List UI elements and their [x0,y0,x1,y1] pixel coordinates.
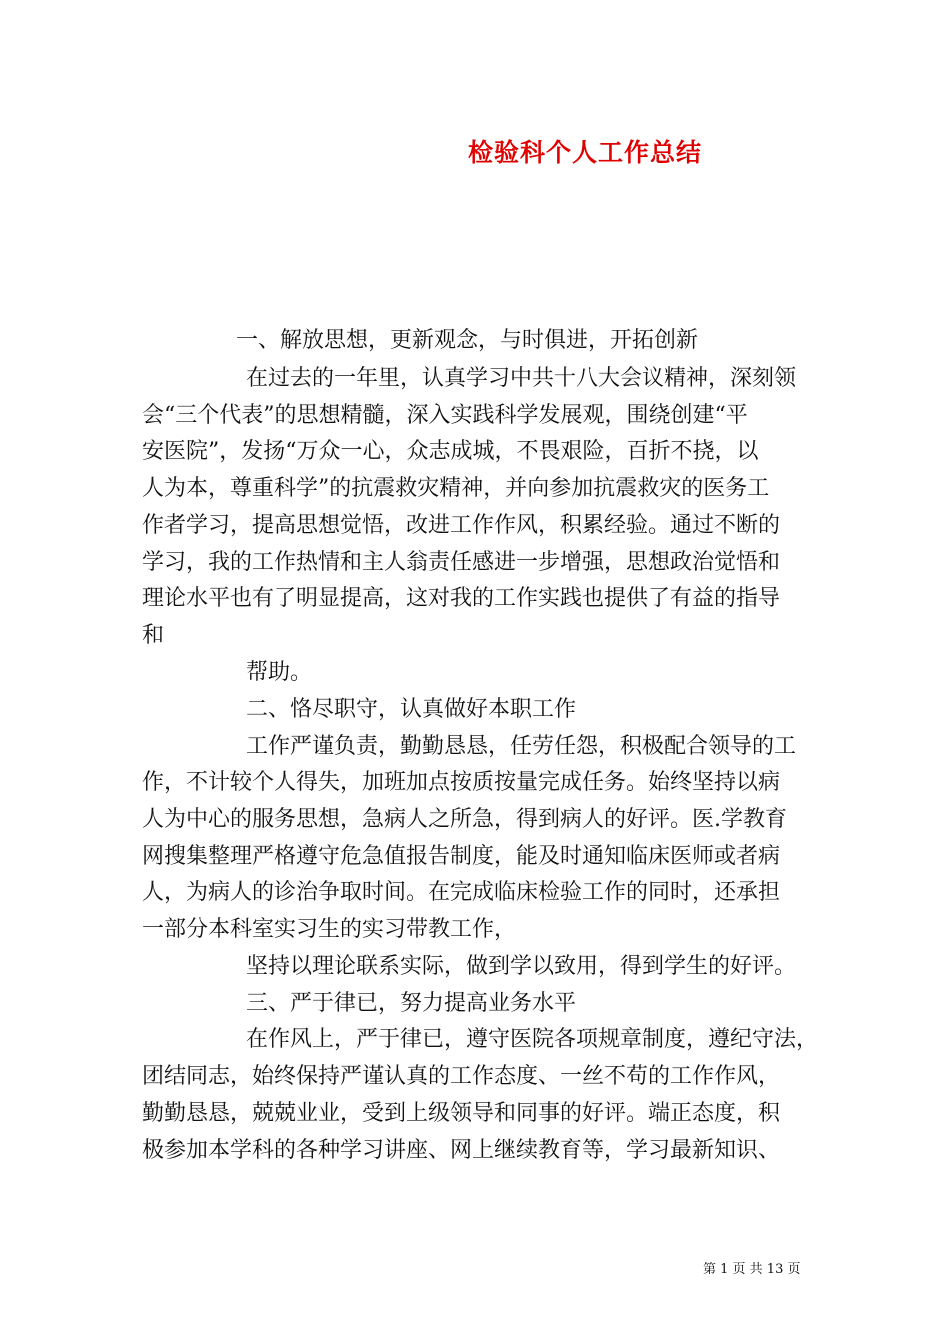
text-line: 和 [142,623,165,648]
heading-line: 一、解放思想，更新观念，与时俱进，开拓创新 [236,328,699,353]
text-line: 在作风上，严于律已，遵守医院各项规章制度，遵纪守法， [246,1027,819,1052]
text-line: 极参加本学科的各种学习讲座、网上继续教育等，学习最新知识、 [142,1138,781,1163]
text-line: 团结同志，始终保持严谨认真的工作态度、一丝不苟的工作作风， [142,1064,781,1089]
text-line: 坚持以理论联系实际，做到学以致用，得到学生的好评。 [246,954,797,979]
text-line: 人为本，尊重科学”的抗震救灾精神，并向参加抗震救灾的医务工 [142,476,770,501]
text-line: 工作严谨负责，勤勤恳恳，任劳任怨，积极配合领导的工 [246,734,797,759]
text-line: 在过去的一年里，认真学习中共十八大会议精神，深刻领 [246,366,797,391]
text-line: 网搜集整理严格遵守危急值报告制度，能及时通知临床医师或者病 [142,844,781,869]
text-line: 勤勤恳恳，兢兢业业，受到上级领导和同事的好评。端正态度，积 [142,1101,781,1126]
text-line: 安医院”，发扬“万众一心，众志成城，不畏艰险，百折不挠，以 [142,439,759,464]
page-number-footer: 第 1 页 共 13 页 [703,1262,801,1277]
heading-line: 三、严于律已，努力提高业务水平 [246,991,577,1016]
heading-line: 二、恪尽职守，认真做好本职工作 [246,697,577,722]
text-line: 一部分本科室实习生的实习带教工作， [142,917,517,942]
text-line: 人，为病人的诊治争取时间。在完成临床检验工作的同时，还承担 [142,880,781,905]
document-title: 检验科个人工作总结 [468,138,703,167]
text-line: 学习，我的工作热情和主人翁责任感进一步增强，思想政治觉悟和 [142,550,781,575]
text-line: 作，不计较个人得失，加班加点按质按量完成任务。始终坚持以病 [142,770,781,795]
text-line: 会“三个代表”的思想精髓，深入实践科学发展观，围绕创建“平 [142,403,748,428]
text-line: 帮助。 [246,660,313,685]
text-line: 人为中心的服务思想，急病人之所急，得到病人的好评。医.学教育 [142,807,787,832]
text-line: 理论水平也有了明显提高，这对我的工作实践也提供了有益的指导 [142,586,781,611]
text-line: 作者学习，提高思想觉悟，改进工作作风，积累经验。通过不断的 [142,513,781,538]
